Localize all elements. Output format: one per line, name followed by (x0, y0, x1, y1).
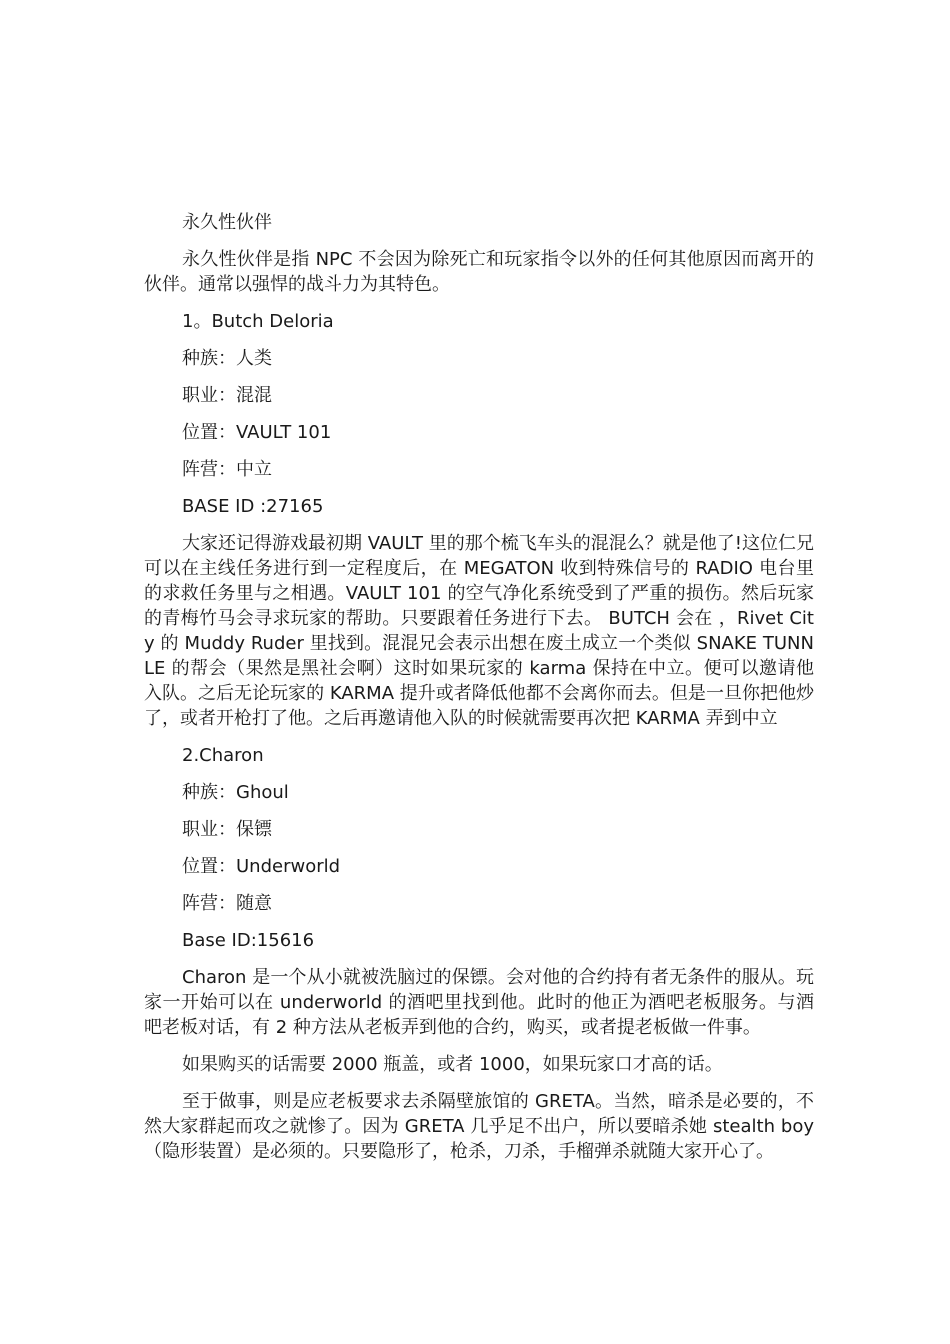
companion-race: 种族：Ghoul (182, 782, 289, 803)
companion-race: 种族：人类 (182, 348, 272, 369)
companion-description: Charon 是一个从小就被洗脑过的保镖。会对他的合约持有者无条件的服从。玩家一开始可以在 underworld 的酒吧里找到他。此时的他正为酒吧老板服务。与酒吧老板对话，有 2 种方法从老板弄到他的合约，购买，或者提老板做一件事。 (144, 967, 814, 1038)
companion-faction: 阵营：中立 (182, 459, 272, 480)
intro-paragraph: 永久性伙伴是指 NPC 不会因为除死亡和玩家指令以外的任何其他原因而离开的伙伴。通常以强悍的战斗力为其特色。 (144, 249, 814, 295)
document-body (144, 210, 814, 1176)
companion-job: 职业：混混 (182, 385, 272, 406)
companion-location: 位置：VAULT 101 (182, 422, 332, 443)
companion-description: 如果购买的话需要 2000 瓶盖，或者 1000，如果玩家口才高的话。 (182, 1054, 723, 1075)
section-heading: 永久性伙伴 (182, 212, 272, 233)
companion-faction: 阵营：随意 (182, 893, 272, 914)
companion-description: 大家还记得游戏最初期 VAULT 里的那个梳飞车头的混混么？就是他了!这位仁兄可以在主线任务进行到一定程度后，在 MEGATON 收到特殊信号的 RADIO 电台里的求救任务里与之相遇。VAULT 101 的空气净化系统受到了严重的损伤。然后玩家的青梅竹马会寻求玩家的帮助。只要跟着任务进行下去。 BUTCH 会在 ，Rivet City 的 Muddy Ruder 里找到。混混兄会表示出想在废土成立一个类似 SNAKE TUNNLE 的帮会（果然是黑社会啊）这时如果玩家的 karma 保持在中立。便可以邀请他入队。之后无论玩家的 KARMA 提升或者降低他都不会离你而去。但是一旦你把他炒了，或者开枪打了他。之后再邀请他入队的时候就需要再次把 KARMA 弄到中立 (144, 533, 814, 729)
companion-name: 1。Butch Deloria (182, 311, 334, 332)
companion-description: 至于做事，则是应老板要求去杀隔壁旅馆的 GRETA。当然，暗杀是必要的，不然大家群起而攻之就惨了。因为 GRETA 几乎足不出户，所以要暗杀她 stealth boy（隐形装置）是必须的。只要隐形了，枪杀，刀杀，手榴弹杀就随大家开心了。 (144, 1091, 814, 1162)
companion-job: 职业：保镖 (182, 819, 272, 840)
companion-name: 2.Charon (182, 745, 264, 766)
companion-location: 位置：Underworld (182, 856, 341, 877)
companion-base-id: Base ID:15616 (182, 930, 315, 951)
companion-base-id: BASE ID :27165 (182, 496, 324, 517)
